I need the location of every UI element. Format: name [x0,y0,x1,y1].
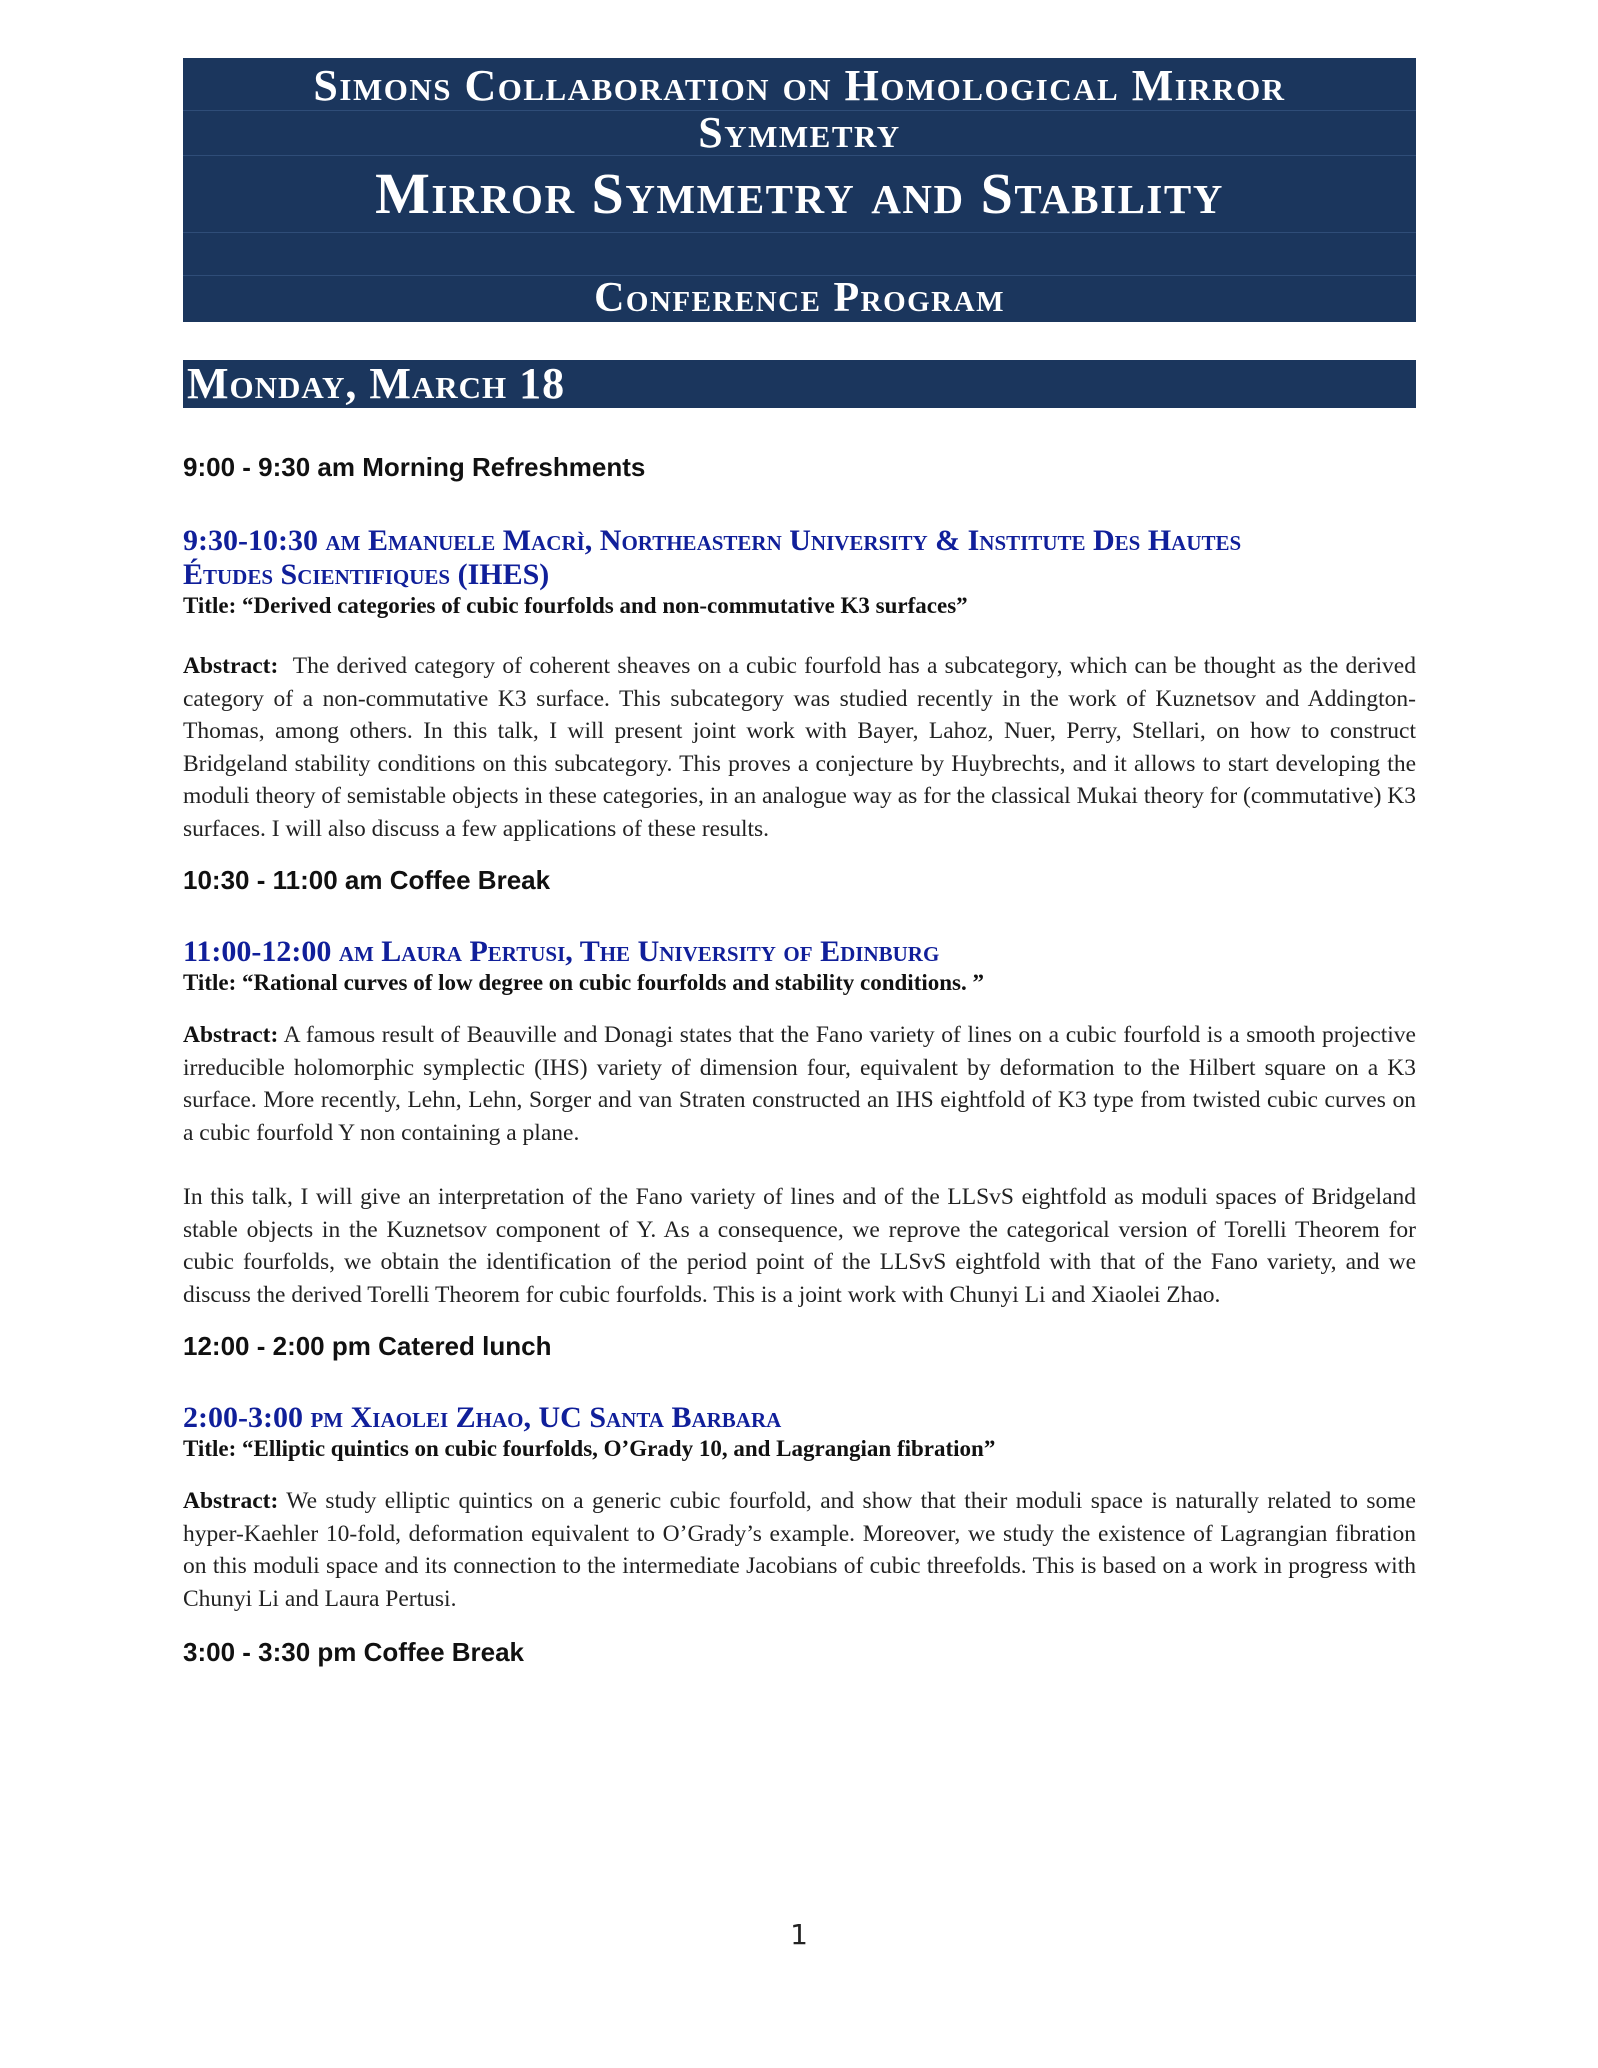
day-heading: Monday, March 18 [183,360,1416,408]
collaboration-name-line1: Simons Collaboration on Homological Mirror [183,58,1416,111]
program-page [183,58,1416,1667]
talk-block-3 [183,1401,1416,1615]
talk-2-title: Title: “Rational curves of low degree on cubic fourfolds and stability conditions. ” [183,970,984,995]
coffee-break-1: 10:30 - 11:00 am Coffee Break [183,865,551,895]
talk-3-title: Title: “Elliptic quintics on cubic fourfolds, O’Grady 10, and Lagrangian fibration” [183,1436,996,1461]
talk-2-heading: 11:00-12:00 am Laura Pertusi, The University of Edinburg [183,935,940,968]
coffee-break-2: 3:00 - 3:30 pm Coffee Break [183,1637,525,1667]
talk-1-heading-line2: Études Scientifiques (IHES) [183,558,550,591]
talk-1-abstract [183,650,1416,845]
refreshments-item: 9:00 - 9:30 am Morning Refreshments [183,452,646,482]
talk-3-abstract-text: We study elliptic quintics on a generic cubic fourfold, and show that their moduli space is naturally related to some hyper-Kaehler 10-fold, deformation equivalent to O’Grady’s example. Moreover, we study the existence of Lagrangian fibration on this moduli space and its connection to the intermediate Jacobians of cubic threefolds. This is based on a work in progress with Chunyi Li and Laura Pertusi. [183,1488,1416,1612]
talk-block-2 [183,935,1416,1311]
talk-2-abstract [183,1019,1416,1149]
conference-program-label: Conference Program [594,275,1005,321]
talk-1-abstract-text: The derived category of coherent sheaves on a cubic fourfold has a subcategory, which can be thought as the derived category of a non-commutative K3 surface. This subcategory was studied recently in the work of Kuznetsov and Addington-Thomas, among others. In this talk, I will present joint work with Bayer, Lahoz, Nuer, Perry, Stellari, on how to construct Bridgeland stability conditions on this subcategory. This proves a conjecture by Huybrechts, and it allows to start developing the moduli theory of semistable objects in these categories, in an analogue way as for the classical Mukai theory for (commutative) K3 surfaces. I will also discuss a few applications of these results. [183,653,1416,842]
talk-1-title: Title: “Derived categories of cubic fourfolds and non-commutative K3 surfaces” [183,593,968,618]
conference-title: Mirror Symmetry and Stability [183,156,1416,233]
abstract-label: Abstract: [183,653,279,679]
talk-2-abstract-text-p1: A famous result of Beauville and Donagi states that the Fano variety of lines on a cubic fourfold is a smooth projective irreducible holomorphic symplectic (IHS) variety of dimension four, equivalent by deformation to the Hilbert square on a K3 surface. More recently, Lehn, Lehn, Sorger and van Straten constructed an IHS eightfold of K3 type from twisted cubic curves on a cubic fourfold Y non containing a plane. [183,1022,1416,1146]
collaboration-name-line2: Symmetry [183,111,1416,156]
talk-3-abstract [183,1485,1416,1615]
abstract-label: Abstract: [183,1022,279,1048]
banner-spacer [183,233,1416,276]
talk-3-heading: 2:00-3:00 pm Xiaolei Zhao, UC Santa Barbara [183,1401,782,1434]
talk-block-1 [183,524,1416,845]
lunch-item: 12:00 - 2:00 pm Catered lunch [183,1331,552,1361]
page-number: 1 [790,1918,808,1951]
header-banner [183,58,1416,322]
talk-1-heading-line1: 9:30-10:30 am Emanuele Macrì, Northeastern University & Institute Des Hautes [183,524,1242,557]
talk-2-abstract-p2: In this talk, I will give an interpretation of the Fano variety of lines and of the LLSvS eightfold as moduli spaces of Bridgeland stable objects in the Kuznetsov component of Y. As a consequence, we reprove the categorical version of Torelli Theorem for cubic fourfolds, we obtain the identification of the period point of the LLSvS eightfold with that of the Fano variety, and we discuss the derived Torelli Theorem for cubic fourfolds. This is a joint work with Chunyi Li and Xiaolei Zhao. [183,1184,1416,1308]
abstract-label: Abstract: [183,1488,279,1514]
